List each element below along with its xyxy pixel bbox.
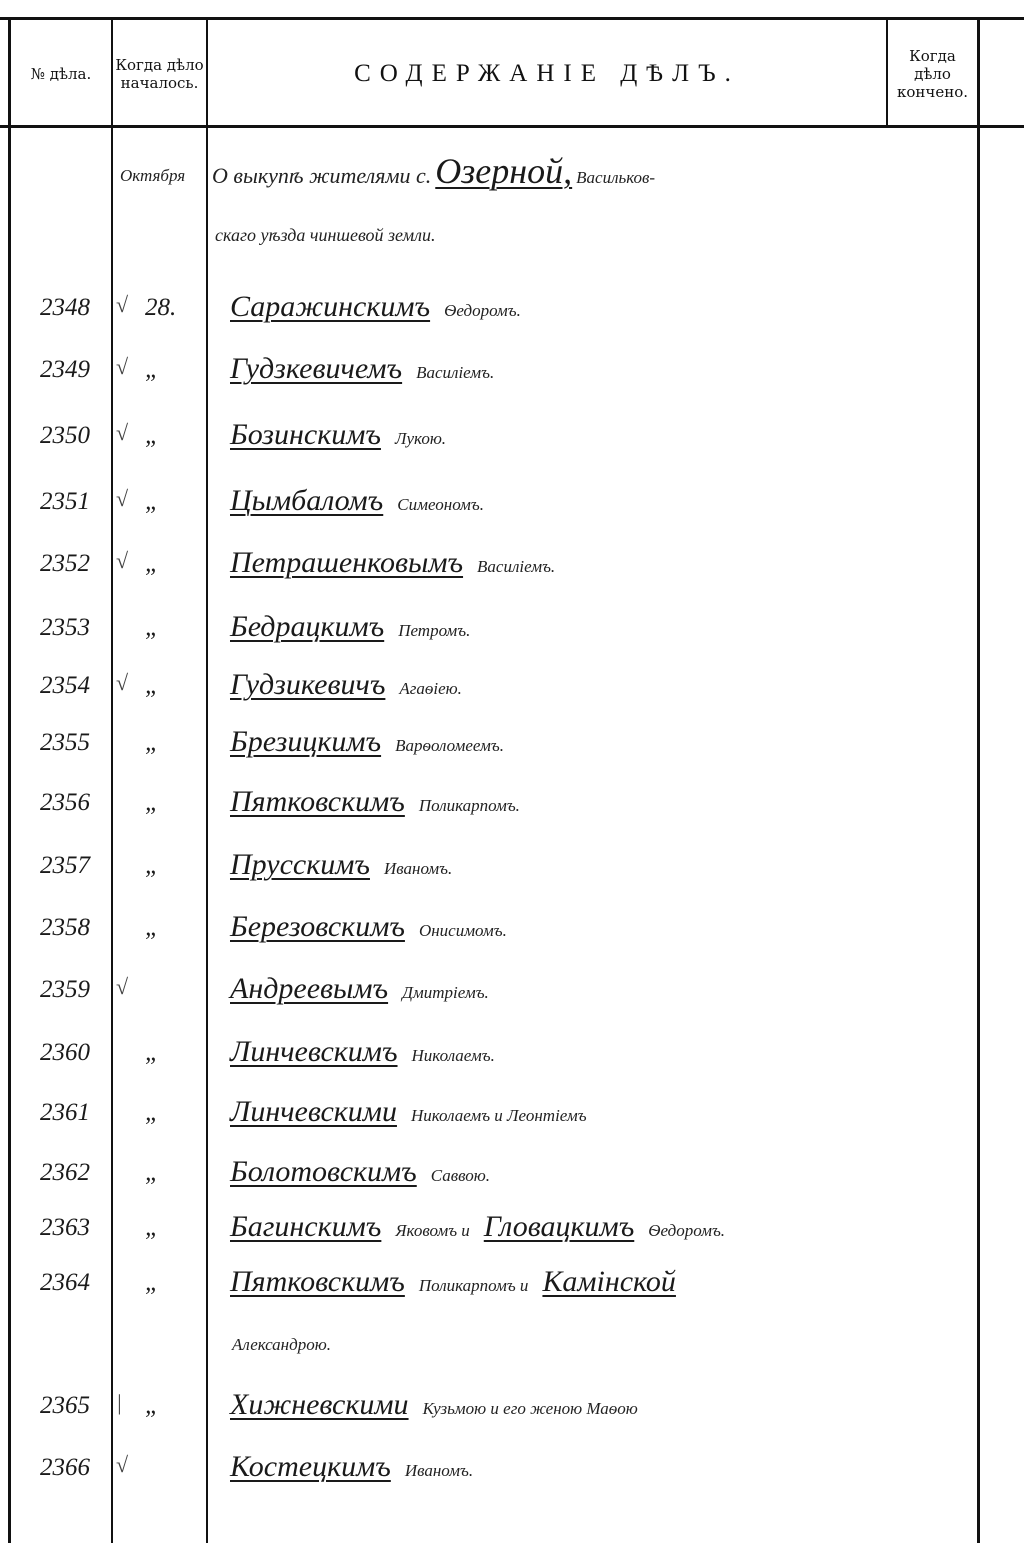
entry-given-name: Поликарпомъ и [418, 1276, 529, 1295]
entry-surname: Цымбаломъ [230, 484, 384, 517]
entry-surname-2: Камінской [542, 1265, 676, 1298]
entry-given-name: Кузьмою и его женою Маѳою [422, 1399, 638, 1418]
entry-surname: Пятковскимъ [230, 1265, 405, 1298]
intro-village: Озерной, [435, 151, 573, 191]
case-entry [230, 1450, 473, 1484]
entry-surname: Петрашенковымъ [230, 546, 464, 579]
intro-text-b: Васильков- [576, 168, 656, 187]
entry-surname: Березовскимъ [230, 910, 405, 943]
header-end-date: Когда дѣло кончено. [897, 47, 968, 101]
entry-given-name: Ѳедоромъ. [444, 301, 521, 320]
entry-surname: Гудзикевичъ [230, 668, 386, 701]
entry-given-name: Александрою. [232, 1335, 331, 1354]
intro-line-1 [212, 150, 655, 192]
start-date: „ [145, 1269, 159, 1296]
intro-month: Октября [120, 166, 186, 185]
start-date: „ [145, 356, 159, 383]
entry-surname: Бедрацкимъ [230, 610, 385, 643]
entry-given-name: Яковомъ и [395, 1221, 470, 1240]
check-mark: √ [116, 354, 129, 379]
entry-given-name: Симеономъ. [397, 495, 484, 514]
entry-surname: Багинскимъ [230, 1210, 382, 1243]
column-rule-content [886, 17, 888, 125]
case-number: 2356 [40, 789, 90, 816]
start-date: „ [145, 1392, 159, 1419]
entry-surname: Бозинскимъ [230, 418, 381, 451]
case-number: 2350 [40, 422, 90, 449]
entry-surname: Костецкимъ [230, 1450, 391, 1483]
case-entry [230, 910, 507, 944]
case-number: 2357 [40, 852, 90, 879]
case-entry [230, 484, 484, 518]
case-number: 2348 [40, 294, 90, 321]
start-date: „ [145, 614, 159, 641]
start-date: „ [145, 550, 159, 577]
entry-surname-2: Гловацкимъ [483, 1210, 635, 1243]
case-number: 2352 [40, 550, 90, 577]
entry-given-name: Петромъ. [398, 621, 471, 640]
case-entry [230, 972, 489, 1006]
case-number: 2355 [40, 729, 90, 756]
entry-surname: Хижневскими [230, 1388, 409, 1421]
case-number: 2362 [40, 1159, 90, 1186]
case-entry [230, 418, 446, 452]
check-mark: √ [116, 548, 129, 573]
case-entry [230, 1388, 638, 1422]
check-mark: √ [116, 670, 129, 695]
check-mark: √ [116, 420, 129, 445]
case-entry [230, 546, 555, 580]
start-date: „ [145, 422, 159, 449]
start-date: „ [145, 488, 159, 515]
case-entry [230, 1210, 725, 1244]
start-date: „ [145, 672, 159, 699]
entry-given-name: Василіемъ. [416, 363, 495, 382]
case-number: 2365 [40, 1392, 90, 1419]
check-mark: √ [116, 1452, 129, 1477]
intro-text-a: О выкупѣ жителями с. [212, 163, 432, 188]
case-entry [230, 1265, 676, 1299]
column-rule-right [977, 17, 980, 1543]
start-date: „ [145, 789, 159, 816]
case-entry [230, 725, 504, 759]
case-entry [230, 668, 462, 702]
case-entry [230, 352, 494, 386]
entry-given-name: Иваномъ. [404, 1461, 474, 1480]
entry-surname: Прусскимъ [230, 848, 370, 881]
case-number: 2349 [40, 356, 90, 383]
entry-surname: Пятковскимъ [230, 785, 405, 818]
entry-surname: Андреевымъ [230, 972, 389, 1005]
check-mark: √ [116, 974, 129, 999]
entry-given-name: Николаемъ. [411, 1046, 495, 1065]
start-date: „ [145, 729, 159, 756]
header-divider [0, 125, 1024, 128]
case-entry [230, 610, 470, 644]
case-entry [230, 1095, 587, 1129]
case-entry [230, 848, 452, 882]
intro-line-2: скаго уѣзда чиншевой земли. [215, 225, 436, 245]
column-rule-left [8, 17, 11, 1543]
case-number: 2363 [40, 1214, 90, 1241]
case-entry [230, 1155, 490, 1189]
case-number: 2353 [40, 614, 90, 641]
case-number: 2351 [40, 488, 90, 515]
start-date: „ [145, 914, 159, 941]
entry-surname: Гудзкевичемъ [230, 352, 403, 385]
entry-given-name: Николаемъ и Леонтіемъ [410, 1106, 587, 1125]
start-date: „ [145, 1039, 159, 1066]
column-rule-number [111, 17, 113, 1543]
check-mark: | [116, 1390, 123, 1415]
header-case-number: № дѣла. [30, 65, 92, 83]
case-entry [232, 1335, 331, 1355]
column-rule-start [206, 17, 208, 1543]
entry-given-name: Агаѳіею. [399, 679, 462, 698]
case-entry [230, 1035, 495, 1069]
case-number: 2358 [40, 914, 90, 941]
header-start-date: Когда дѣло началось. [115, 56, 204, 92]
entry-surname: Брезицкимъ [230, 725, 382, 758]
case-number: 2360 [40, 1039, 90, 1066]
start-date: 28. [145, 294, 177, 321]
check-mark: √ [116, 486, 129, 511]
entry-given-name: Варѳоломеемъ. [395, 736, 504, 755]
start-date: „ [145, 1159, 159, 1186]
entry-given-name: Дмитріемъ. [402, 983, 489, 1002]
check-mark: √ [116, 292, 129, 317]
start-date: „ [145, 852, 159, 879]
entry-given-name: Онисимомъ. [418, 921, 507, 940]
case-number: 2361 [40, 1099, 90, 1126]
start-date: „ [145, 1214, 159, 1241]
entry-surname: Болотовскимъ [230, 1155, 417, 1188]
entry-given-name: Поликарпомъ. [418, 796, 520, 815]
entry-given-name: Василіемъ. [477, 557, 556, 576]
case-entry [230, 290, 521, 324]
page-title: СОДЕРЖАНІЕ ДѢЛЪ. [354, 60, 740, 87]
entry-surname: Линчевскими [230, 1095, 397, 1128]
entry-given-name: Лукою. [394, 429, 447, 448]
case-entry [230, 785, 520, 819]
start-date: „ [145, 1099, 159, 1126]
entry-surname: Линчевскимъ [230, 1035, 398, 1068]
case-number: 2364 [40, 1269, 90, 1296]
case-number: 2359 [40, 976, 90, 1003]
entry-given-name: Иваномъ. [383, 859, 453, 878]
case-number: 2366 [40, 1454, 90, 1481]
entry-given-name-2: Ѳедоромъ. [648, 1221, 726, 1240]
entry-surname: Саражинскимъ [230, 290, 431, 323]
entry-given-name: Саввою. [430, 1166, 490, 1185]
case-number: 2354 [40, 672, 90, 699]
top-border [0, 17, 1024, 20]
